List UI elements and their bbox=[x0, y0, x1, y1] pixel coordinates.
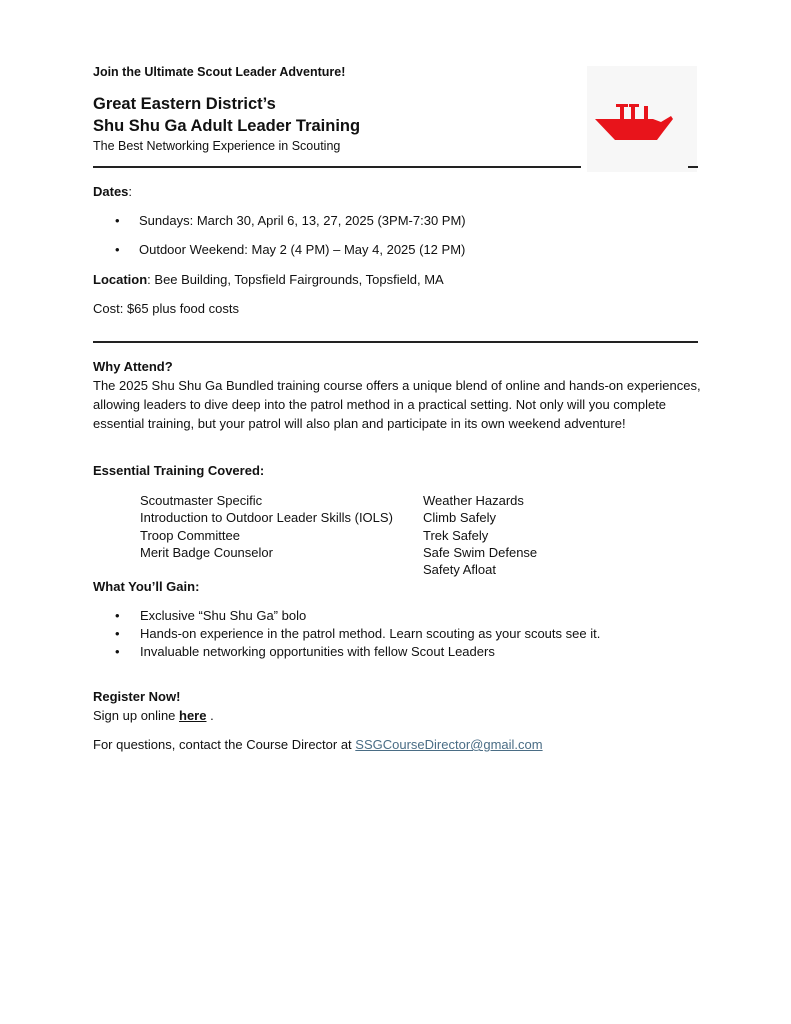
bullet-icon: • bbox=[115, 213, 120, 228]
title-line-1: Great Eastern District’s bbox=[93, 95, 276, 113]
dates-label: Dates bbox=[93, 184, 129, 199]
list-item: Climb Safely bbox=[423, 510, 496, 526]
training-list-left bbox=[140, 492, 393, 561]
canoe-logo-icon bbox=[587, 66, 697, 172]
list-item: Scoutmaster Specific bbox=[140, 493, 263, 508]
title-line-2: Shu Shu Ga Adult Leader Training bbox=[93, 117, 361, 135]
gain-item: Hands-on experience in the patrol method. Learn scouting as your scouts see it. bbox=[140, 626, 601, 641]
training-list-right bbox=[423, 492, 537, 578]
why-heading: Why Attend? bbox=[93, 359, 173, 374]
bullet-icon: • bbox=[115, 608, 120, 623]
divider-top bbox=[93, 166, 581, 168]
page-title bbox=[93, 93, 360, 137]
list-item: Merit Badge Counselor bbox=[140, 544, 273, 560]
subtitle: The Best Networking Experience in Scouting bbox=[93, 139, 341, 153]
date-sundays: Sundays: March 30, April 6, 13, 27, 2025 (3PM-7:30 PM) bbox=[139, 213, 466, 228]
gain-heading: What You’ll Gain: bbox=[93, 579, 200, 594]
contact-prefix: For questions, contact the Course Director at bbox=[93, 737, 356, 752]
bullet-icon: • bbox=[115, 626, 120, 641]
why-body: The 2025 Shu Shu Ga Bundled training course offers a unique blend of online and hands-on experiences, allowing leaders to dive deep into the patrol method in a practical setting. Not only will you complete essential training, but your patrol will also plan and participate in its own weekend adventure! bbox=[93, 378, 701, 431]
list-item: Introduction to Outdoor Leader Skills (IOLS) bbox=[140, 510, 393, 526]
date-weekend: Outdoor Weekend: May 2 (4 PM) – May 4, 2025 (12 PM) bbox=[139, 242, 466, 257]
register-heading: Register Now! bbox=[93, 689, 181, 704]
list-item bbox=[115, 643, 495, 661]
canoe-logo bbox=[587, 66, 697, 172]
gain-item: Exclusive “Shu Shu Ga” bolo bbox=[140, 608, 307, 623]
bullet-icon: • bbox=[115, 644, 120, 659]
register-prefix: Sign up online bbox=[93, 708, 180, 723]
list-item bbox=[115, 241, 465, 259]
register-suffix: . bbox=[206, 708, 214, 723]
list-item bbox=[115, 625, 600, 643]
gain-item: Invaluable networking opportunities with fellow Scout Leaders bbox=[140, 644, 495, 659]
location-label: Location bbox=[93, 272, 148, 287]
location bbox=[93, 271, 444, 289]
tagline: Join the Ultimate Scout Leader Adventure! bbox=[93, 65, 346, 79]
location-value: : Bee Building, Topsfield Fairgrounds, Topsfield, MA bbox=[147, 272, 444, 287]
list-item: Trek Safely bbox=[423, 527, 489, 543]
cost: Cost: $65 plus food costs bbox=[93, 301, 239, 316]
register-link[interactable]: here bbox=[179, 708, 207, 723]
training-heading: Essential Training Covered: bbox=[93, 463, 265, 478]
list-item: Troop Committee bbox=[140, 527, 240, 543]
list-item: Weather Hazards bbox=[423, 493, 524, 508]
contact-line bbox=[93, 736, 543, 754]
divider-top-stub bbox=[688, 166, 698, 168]
list-item bbox=[115, 212, 466, 230]
list-item bbox=[115, 607, 306, 625]
list-item: Safe Swim Defense bbox=[423, 544, 538, 560]
list-item: Safety Afloat bbox=[423, 562, 496, 578]
email-link[interactable]: SSGCourseDirector@gmail.com bbox=[355, 737, 543, 752]
register-line bbox=[93, 707, 214, 725]
divider-middle bbox=[93, 341, 698, 343]
bullet-icon: • bbox=[115, 242, 120, 257]
dates-heading: Dates: bbox=[93, 184, 133, 199]
